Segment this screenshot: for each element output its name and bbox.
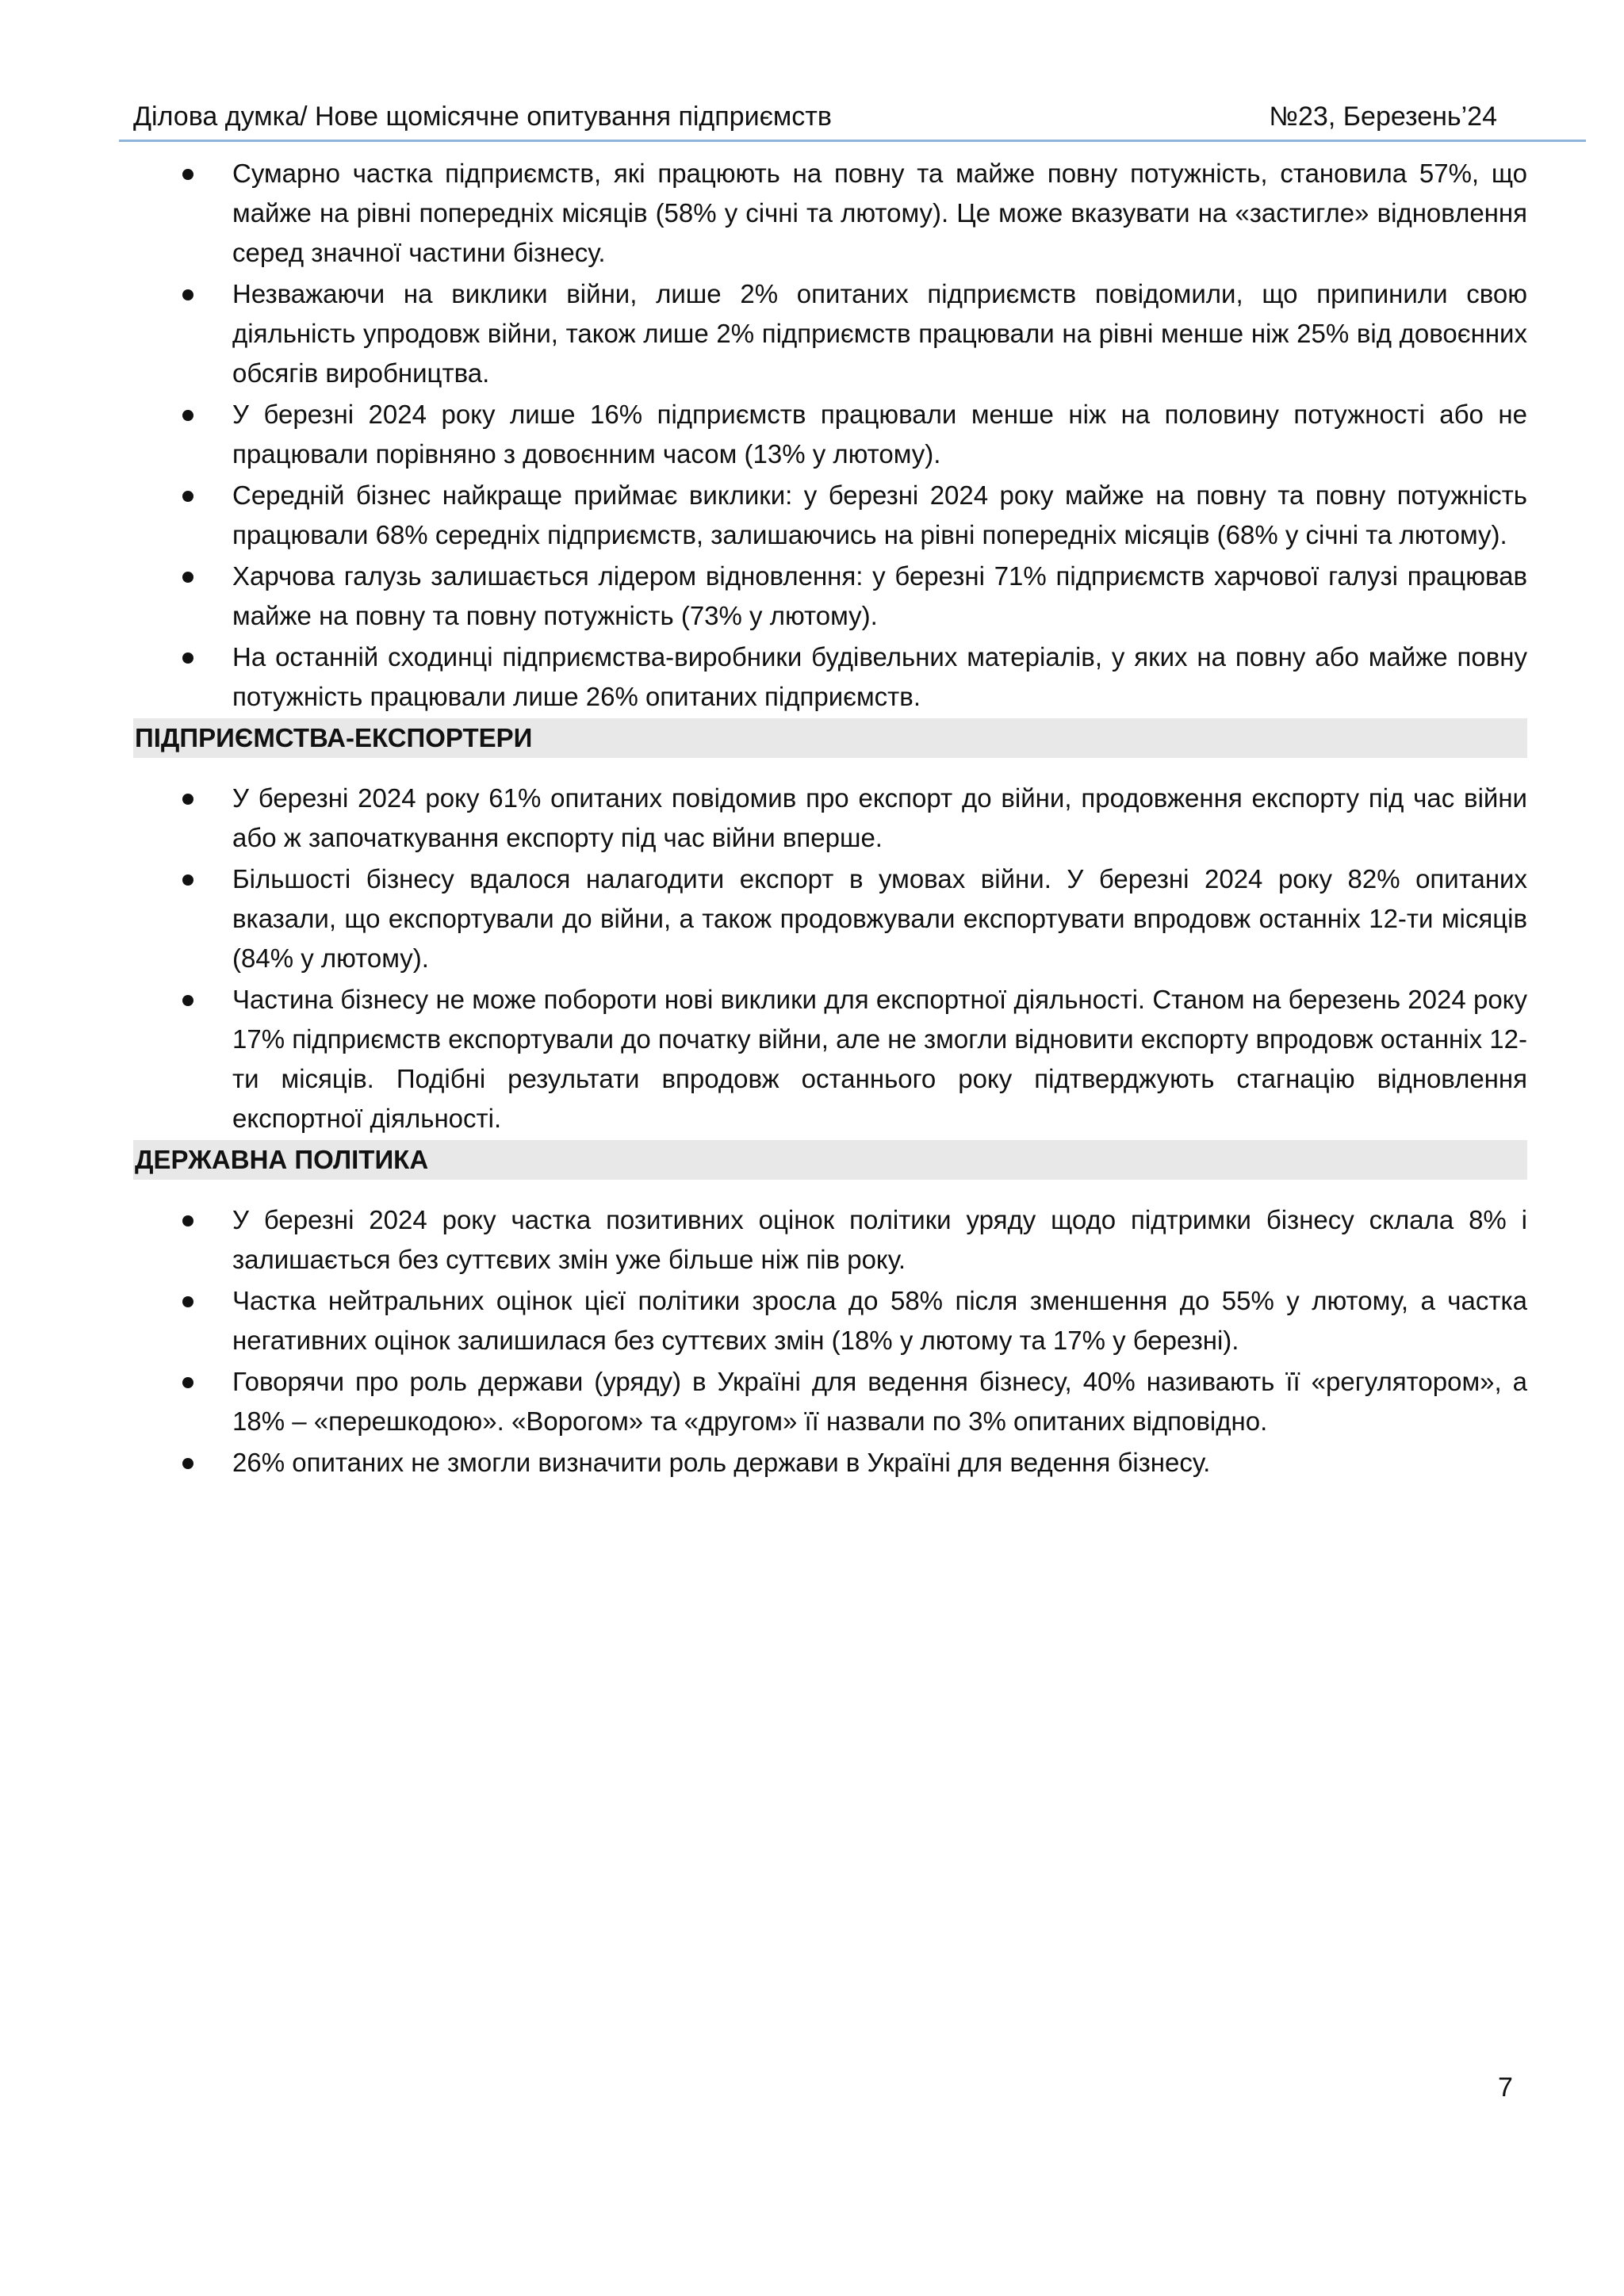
list-item [133,637,1527,717]
bullet-icon [182,1215,193,1226]
header-issue: №23, Березень’24 [1269,101,1497,132]
bullet-icon [182,491,193,502]
section-heading-exporters: ПІДПРИЄМСТВА-ЕКСПОРТЕРИ [133,718,1527,758]
bullet-icon [182,410,193,421]
header-divider [119,140,1586,142]
list-item-text: Говорячи про роль держави (уряду) в Україні для ведення бізнесу, 40% називають її «регулятором», а 18% – «перешкодою». «Ворогом» та «другом» її назвали по 3% опитаних відповідно. [232,1367,1527,1436]
bullet-icon [182,289,193,300]
exporters-list [133,779,1527,1138]
header-title: Ділова думка/ Нове щомісячне опитування підприємств [133,101,832,132]
list-item-text: У березні 2024 року 61% опитаних повідомив про експорт до війни, продовження експорту під час війни або ж започаткування експорту під час війни вперше. [232,783,1527,852]
list-item-text: Частина бізнесу не може побороти нові виклики для експортної діяльності. Станом на березень 2024 року 17% підприємств експортували до початку війни, але не змогли відновити експорту впродовж останніх 12-ти місяців. Подібні результати впродовж останнього року підтверджують стагнацію відновлення експортної діяльності. [232,985,1527,1133]
list-item-text: Середній бізнес найкраще приймає виклики: у березні 2024 року майже на повну та повну потужність працювали 68% середніх підприємств, залишаючись на рівні попередніх місяців (68% у січні та лютому). [232,480,1527,549]
list-item-text: Незважаючи на виклики війни, лише 2% опитаних підприємств повідомили, що припинили свою діяльність упродовж війни, також лише 2% підприємств працювали на рівні менше ніж 25% від довоєнних обсягів виробництва. [232,279,1527,388]
list-item-text: Сумарно частка підприємств, які працюють на повну та майже повну потужність, становила 57%, що майже на рівні попередніх місяців (58% у січні та лютому). Це може вказувати на «застигле» відновлення серед значної частини бізнесу. [232,159,1527,267]
list-item-text: У березні 2024 року лише 16% підприємств працювали менше ніж на половину потужності або не працювали порівняно з довоєнним часом (13% у лютому). [232,400,1527,469]
bullet-icon [182,874,193,886]
list-item [133,557,1527,636]
list-item [133,395,1527,474]
page-number: 7 [1498,2072,1513,2103]
list-item [133,779,1527,858]
list-item [133,1200,1527,1280]
list-item-text: 26% опитаних не змогли визначити роль держави в Україні для ведення бізнесу. [232,1448,1211,1477]
page-content [133,154,1527,1484]
list-item [133,980,1527,1138]
bullet-icon [182,1296,193,1307]
intro-list [133,154,1527,717]
list-item [133,274,1527,393]
bullet-icon [182,1377,193,1388]
bullet-icon [182,1458,193,1469]
bullet-icon [182,572,193,583]
list-item-text: Частка нейтральних оцінок цієї політики зросла до 58% після зменшення до 55% у лютому, а частка негативних оцінок залишилася без суттєвих змін (18% у лютому та 17% у березні). [232,1286,1527,1355]
list-item [133,154,1527,273]
list-item-text: У березні 2024 року частка позитивних оцінок політики уряду щодо підтримки бізнесу склала 8% і залишається без суттєвих змін уже більше ніж пів року. [232,1205,1527,1274]
list-item-text: На останній сходинці підприємства-виробники будівельних матеріалів, у яких на повну або майже повну потужність працювали лише 26% опитаних підприємств. [232,642,1527,711]
policy-list [133,1200,1527,1483]
bullet-icon [182,995,193,1006]
section-heading-policy: ДЕРЖАВНА ПОЛІТИКА [133,1140,1527,1180]
list-item [133,1281,1527,1360]
list-item [133,859,1527,978]
bullet-icon [182,794,193,805]
list-item-text: Харчова галузь залишається лідером відновлення: у березні 71% підприємств харчової галузі працював майже на повну та повну потужність (73% у лютому). [232,561,1527,630]
list-item [133,1362,1527,1441]
list-item-text: Більшості бізнесу вдалося налагодити експорт в умовах війни. У березні 2024 року 82% опитаних вказали, що експортували до війни, а також продовжували експортувати впродовж останніх 12-ти місяців (84% у лютому). [232,864,1527,973]
list-item [133,1443,1527,1483]
page-header [133,97,1497,136]
bullet-icon [182,169,193,180]
bullet-icon [182,652,193,664]
list-item [133,476,1527,555]
